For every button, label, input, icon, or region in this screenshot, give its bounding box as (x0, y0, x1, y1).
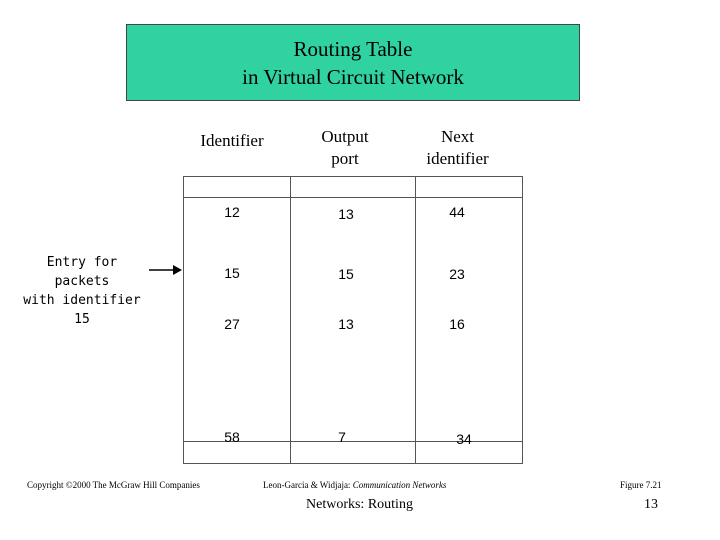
page-number: 13 (644, 497, 658, 512)
copyright-note: Copyright ©2000 The McGraw Hill Companies (27, 480, 200, 490)
row-4-next-identifier: 34 (456, 431, 472, 447)
row-2-next-identifier: 23 (449, 266, 465, 282)
row-divider (184, 197, 522, 198)
row-2-identifier: 15 (224, 265, 240, 281)
entry-annotation-line-2: with identifier 15 (23, 293, 141, 327)
row-4-output-port: 7 (338, 429, 346, 445)
row-4-identifier: 58 (224, 429, 240, 445)
header-next-identifier (410, 126, 505, 170)
entry-annotation-line-1: Entry for packets (46, 255, 118, 289)
row-3-next-identifier: 16 (449, 316, 465, 332)
header-next-identifier-line-2: identifier (426, 149, 489, 168)
title-box (126, 24, 580, 101)
citation (263, 480, 446, 491)
citation-authors: Leon-Garcia & Widjaja: (263, 480, 353, 490)
header-output-port-line-1: Output (321, 127, 369, 146)
title-line-2: in Virtual Circuit Network (242, 64, 464, 89)
header-output-port-line-2: port (331, 149, 359, 168)
citation-book: Communication Networks (352, 480, 447, 490)
arrow-right-icon (148, 262, 184, 278)
header-identifier: Identifier (200, 131, 264, 150)
column-divider (415, 177, 416, 463)
column-divider (290, 177, 291, 463)
title-line-1: Routing Table (293, 36, 413, 61)
header-output-port (300, 126, 390, 170)
row-1-identifier: 12 (224, 204, 240, 220)
entry-annotation (18, 253, 146, 329)
row-3-output-port: 13 (338, 316, 354, 332)
section-label: Networks: Routing (306, 497, 413, 512)
routing-table (183, 176, 523, 464)
row-1-next-identifier: 44 (449, 204, 465, 220)
row-3-identifier: 27 (224, 316, 240, 332)
row-2-output-port: 15 (338, 266, 354, 282)
figure-number: Figure 7.21 (620, 480, 662, 490)
header-next-identifier-line-1: Next (440, 127, 475, 146)
row-1-output-port: 13 (338, 206, 354, 222)
